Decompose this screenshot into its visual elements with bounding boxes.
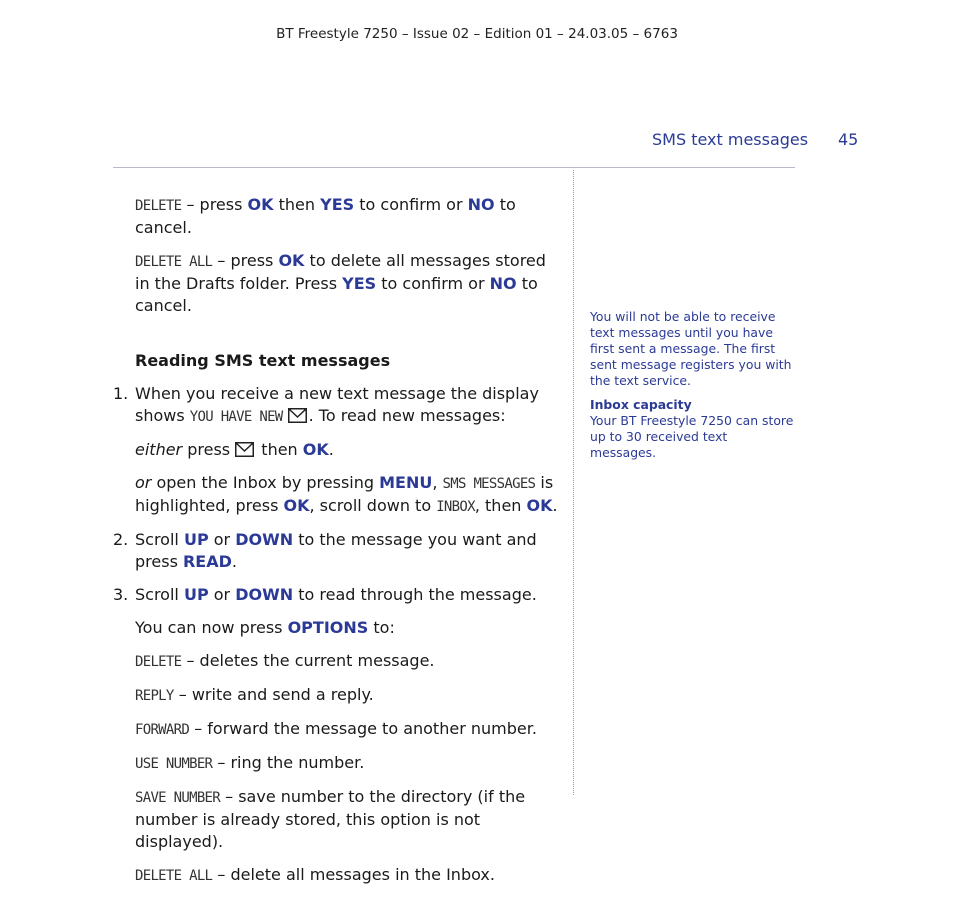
text: – forward the message to another number. — [189, 719, 537, 738]
text: – press — [212, 251, 279, 270]
envelope-icon — [288, 408, 307, 423]
text: – delete all messages in the Inbox. — [212, 865, 495, 884]
text: press — [182, 440, 236, 459]
inbox-capacity-heading: Inbox capacity — [590, 397, 692, 412]
key-no: NO — [467, 195, 495, 214]
lcd-delete: DELETE — [135, 654, 182, 670]
key-no: NO — [489, 274, 517, 293]
sidebar-note: You will not be able to receive text messages until you have first sent a message. The first sent message registers you with the text service. — [590, 309, 792, 388]
main-column — [113, 194, 563, 898]
text: open the Inbox by pressing — [151, 473, 380, 492]
lcd-sms-messages: SMS MESSAGES — [442, 476, 536, 492]
lcd-you-have-new: YOU HAVE NEW — [189, 409, 283, 425]
text: then — [256, 440, 303, 459]
key-up: UP — [183, 530, 209, 549]
option-delete — [135, 650, 563, 673]
step-number: 1. — [113, 384, 129, 403]
text: to: — [368, 618, 395, 637]
column-divider — [573, 170, 574, 795]
text: to read through the message. — [293, 585, 537, 604]
key-ok: OK — [526, 496, 553, 515]
step-3 — [113, 584, 563, 606]
lcd-delete-all: DELETE ALL — [135, 868, 213, 884]
lcd-use-number: USE NUMBER — [135, 756, 213, 772]
option-delete-all — [135, 864, 563, 887]
text: to cancel. — [135, 274, 538, 315]
lcd-reply: REPLY — [135, 688, 174, 704]
lcd-delete: DELETE — [135, 198, 182, 214]
key-yes: YES — [342, 274, 377, 293]
key-down: DOWN — [235, 530, 294, 549]
envelope-icon — [235, 442, 254, 457]
header-rule — [113, 167, 795, 168]
text: Scroll — [135, 530, 184, 549]
text: . — [231, 552, 237, 571]
text: When you receive a new text message the display shows — [135, 384, 539, 425]
text: . — [328, 440, 334, 459]
step-2 — [113, 529, 563, 573]
key-ok: OK — [278, 251, 305, 270]
text: , then — [474, 496, 527, 515]
step-number: 2. — [113, 530, 129, 549]
lcd-inbox: INBOX — [436, 499, 475, 515]
key-up: UP — [183, 585, 209, 604]
text: to confirm or — [354, 195, 468, 214]
text: to confirm or — [376, 274, 490, 293]
inbox-capacity-text: Your BT Freestyle 7250 can store up to 30 received text messages. — [590, 413, 794, 460]
key-options: OPTIONS — [287, 618, 369, 637]
either-option — [135, 439, 563, 461]
key-read: READ — [182, 552, 232, 571]
key-ok: OK — [283, 496, 310, 515]
text: – press — [181, 195, 248, 214]
or-label: or — [135, 473, 152, 492]
text: to the message you want and press — [135, 530, 537, 571]
text: – deletes the current message. — [181, 651, 435, 670]
section-title: SMS text messages — [652, 130, 809, 149]
text: or — [208, 585, 236, 604]
or-option — [135, 472, 563, 518]
options-intro — [135, 617, 563, 639]
text: is highlighted, press — [135, 473, 554, 515]
step-1 — [113, 383, 563, 428]
section-heading: Reading SMS text messages — [135, 351, 391, 370]
option-reply — [135, 684, 563, 707]
option-use-number — [135, 752, 563, 775]
text: to delete all messages stored in the Drafts folder. Press — [135, 251, 546, 293]
delete-all-instruction — [135, 250, 563, 317]
lcd-save-number: SAVE NUMBER — [135, 790, 221, 806]
lcd-forward: FORWARD — [135, 722, 190, 738]
key-ok: OK — [302, 440, 329, 459]
delete-instruction — [135, 194, 563, 239]
text: , — [432, 473, 443, 492]
text: You can now press — [135, 618, 288, 637]
either-label: either — [135, 440, 183, 459]
key-yes: YES — [320, 195, 355, 214]
option-forward — [135, 718, 563, 741]
key-down: DOWN — [235, 585, 294, 604]
text: Scroll — [135, 585, 184, 604]
inbox-capacity-note — [590, 397, 795, 461]
text: . — [552, 496, 558, 515]
text: then — [273, 195, 321, 214]
text: . To read new messages: — [308, 406, 506, 425]
text: – save number to the directory (if the number is already stored, this option is not displayed). — [135, 787, 526, 851]
option-save-number — [135, 786, 563, 853]
text: to cancel. — [135, 195, 516, 237]
lcd-delete-all: DELETE ALL — [135, 254, 213, 270]
text: – write and send a reply. — [173, 685, 374, 704]
text: or — [208, 530, 236, 549]
step-number: 3. — [113, 585, 129, 604]
text: , scroll down to — [309, 496, 437, 515]
sidebar-notes — [590, 309, 795, 469]
key-ok: OK — [247, 195, 274, 214]
page-number: 45 — [838, 130, 859, 149]
document-header: BT Freestyle 7250 – Issue 02 – Edition 01 – 24.03.05 – 6763 — [276, 26, 678, 42]
key-menu: MENU — [379, 473, 433, 492]
text: – ring the number. — [212, 753, 365, 772]
